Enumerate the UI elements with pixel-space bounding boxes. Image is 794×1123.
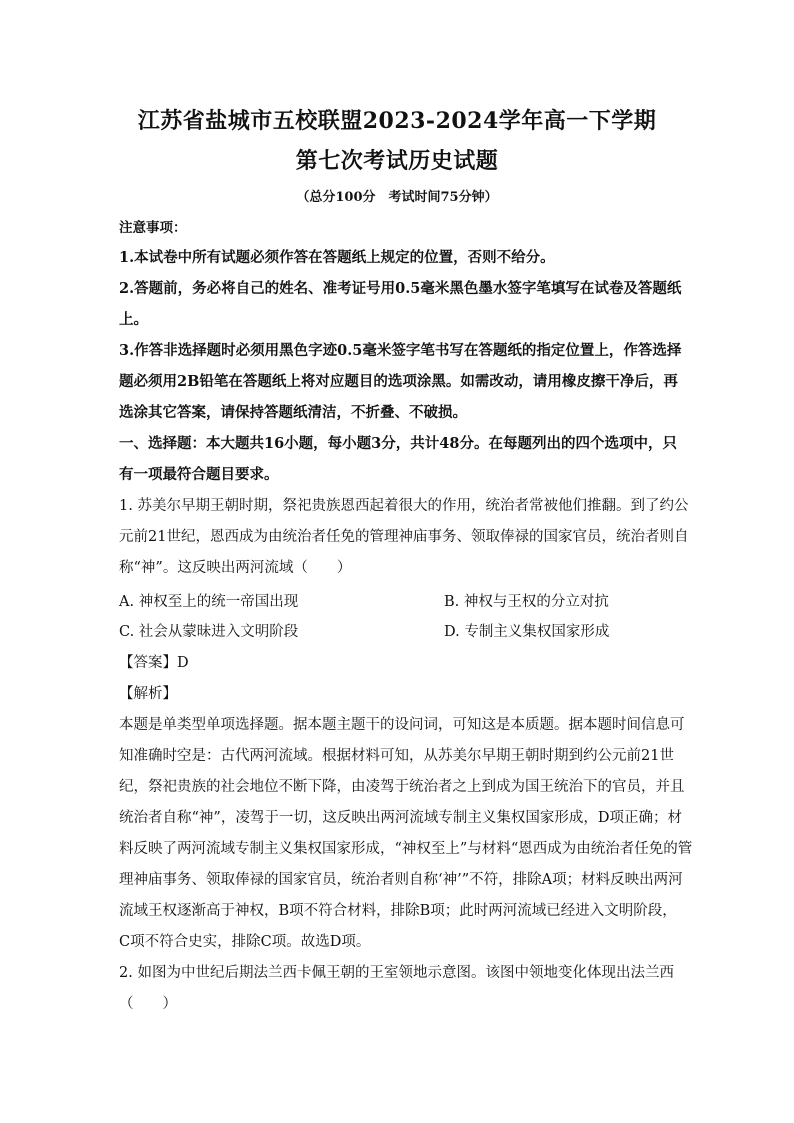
exam-title-line2: 第七次考试历史试题 (295, 148, 499, 174)
section-heading-line1: 一、选择题：本大题共16小题，每小题3分，共计48分。在每题列出的四个选项中，只 (119, 435, 677, 452)
q1-analysis-line: 流域王权逐渐高于神权，B项不符合材料，排除B项；此时两河流域已经进入文明阶段， (119, 903, 677, 919)
notice-line: 上。 (119, 311, 148, 328)
q1-answer: 【答案】D (119, 655, 189, 671)
notice-line: 1.本试卷中所有试题必须作答在答题纸上规定的位置，否则不给分。 (119, 249, 555, 266)
notice-line: 选涂其它答案，请保持答题纸清洁，不折叠、不破损。 (119, 404, 467, 421)
exam-title-line1: 江苏省盐城市五校联盟2023-2024学年高一下学期 (137, 108, 657, 134)
q1-stem-line: 称“神”。这反映出两河流域（ ） (119, 560, 352, 576)
notice-line: 3.作答非选择题时必须用黑色字迹0.5毫米签字笔书写在答题纸的指定位置上，作答选择 (119, 342, 682, 359)
exam-subtitle: （总分100分 考试时间75分钟） (296, 190, 498, 205)
notice-heading: 注意事项： (119, 220, 187, 236)
notice-line: 题必须用2B铅笔在答题纸上将对应题目的选项涂黑。如需改动，请用橡皮擦干净后，再 (119, 373, 678, 390)
q1-analysis-line: 理神庙事务、领取俸禄的国家官员，统治者则自称‘神’”不符，排除A项；材料反映出两河 (119, 872, 683, 888)
q1-analysis-line: 统治者自称“神”，凌驾于一切，这反映出两河流域专制主义集权国家形成，D项正确；材 (119, 810, 682, 826)
q1-analysis-line: 知准确时空是：古代两河流域。根据材料可知，从苏美尔早期王朝时期到约公元前21世 (119, 748, 674, 764)
q1-option-d: D. 专制主义集权国家形成 (444, 624, 610, 640)
notice-line: 2.答题前，务必将自己的姓名、准考证号用0.5毫米黑色墨水签字笔填写在试卷及答题纸 (119, 280, 682, 297)
q1-analysis-line: 本题是单类型单项选择题。据本题主题干的设问词，可知这是本质题。据本题时间信息可 (119, 717, 685, 733)
q1-option-a: A. 神权至上的统一帝国出现 (119, 594, 299, 610)
q1-analysis-line: 料反映了两河流域专制主义集权国家形成，“神权至上”与材料“恩西成为由统治者任免的管 (119, 841, 693, 857)
q1-stem-line: 1. 苏美尔早期王朝时期，祭祀贵族恩西起着很大的作用，统治者常被他们推翻。到了约公 (119, 498, 689, 514)
q1-option-b: B. 神权与王权的分立对抗 (444, 594, 609, 610)
q1-analysis-heading: 【解析】 (119, 686, 177, 702)
q2-stem-line: （ ） (119, 996, 177, 1012)
q1-analysis-line: C项不符合史实，排除C项。故选D项。 (119, 934, 371, 950)
q1-analysis-line: 纪，祭祀贵族的社会地位不断下降，由凌驾于统治者之上到成为国王统治下的官员，并且 (119, 779, 685, 795)
section-heading-line2: 有一项最符合题目要求。 (119, 466, 279, 483)
q1-option-c: C. 社会从蒙昧进入文明阶段 (119, 624, 299, 640)
q1-stem-line: 元前21世纪，恩西成为由统治者任免的管理神庙事务、领取俸禄的国家官员，统治者则自 (119, 529, 689, 545)
q2-stem-line: 2. 如图为中世纪后期法兰西卡佩王朝的王室领地示意图。该图中领地变化体现出法兰西 (119, 965, 674, 981)
